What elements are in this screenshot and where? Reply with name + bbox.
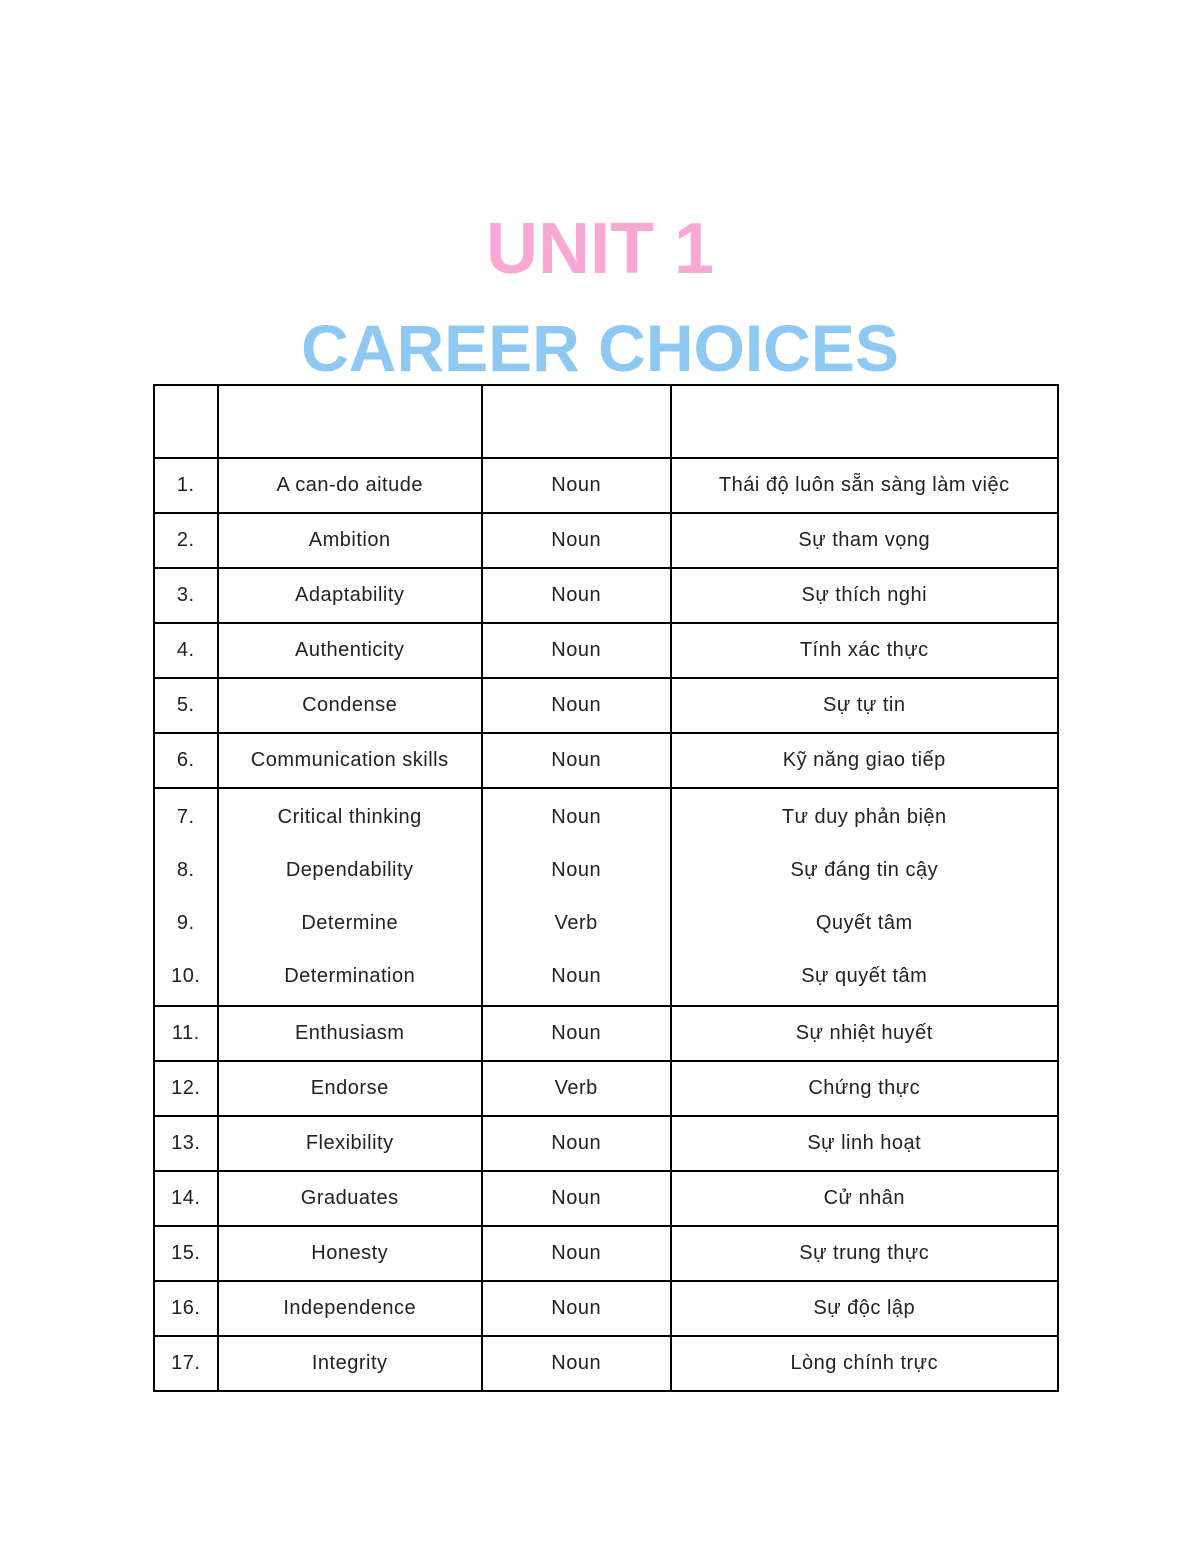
header-cell-word [218,385,482,458]
row-word-type: Noun [482,1281,671,1336]
row-number: 13. [154,1116,218,1171]
row-number: 16. [154,1281,218,1336]
row-word: Dependability [285,859,414,881]
row-word-type: Noun [482,1171,671,1226]
unit-title: UNIT 1 [485,209,715,289]
row-meaning: Tư duy phản biện [781,806,947,828]
row-number: 4. [154,623,218,678]
table-row [154,733,1058,788]
row-word: Authenticity [218,623,482,678]
row-number: 3. [154,568,218,623]
row-meaning: Sự tham vọng [671,513,1058,568]
row-meaning: Quyết tâm [815,912,913,934]
row-meaning: Sự quyết tâm [801,965,928,987]
row-meaning: Chứng thực [671,1061,1058,1116]
row-number: 9. [176,912,195,934]
table-row [154,1171,1058,1226]
row-word-type: Noun [482,458,671,513]
row-number: 8. [176,859,195,881]
row-meaning: Tính xác thực [671,623,1058,678]
row-word-type: Noun [482,1006,671,1061]
row-word-type: Noun [482,733,671,788]
row-meaning: Cử nhân [671,1171,1058,1226]
row-word-type: Verb [482,1061,671,1116]
header-cell-type [482,385,671,458]
row-word-type: Noun [482,1116,671,1171]
group-numbers [154,788,218,1006]
row-word-type: Noun [482,513,671,568]
table-row [154,568,1058,623]
row-word-type: Noun [482,678,671,733]
row-number: 10. [171,965,201,987]
row-word: Condense [218,678,482,733]
topic-title: CAREER CHOICES [301,311,899,385]
table-row [154,1226,1058,1281]
row-word: Adaptability [218,568,482,623]
row-number: 2. [154,513,218,568]
table-row [154,1006,1058,1061]
table-row-group [154,788,1058,1006]
row-word: A can-do aitude [218,458,482,513]
row-meaning: Thái độ luôn sẵn sàng làm việc [671,458,1058,513]
row-number: 11. [154,1006,218,1061]
row-word: Flexibility [218,1116,482,1171]
row-meaning: Sự tự tin [671,678,1058,733]
row-meaning: Sự trung thực [671,1226,1058,1281]
row-word: Ambition [218,513,482,568]
row-meaning: Sự thích nghi [671,568,1058,623]
row-number: 15. [154,1226,218,1281]
row-meaning: Lòng chính trực [671,1336,1058,1391]
table-row [154,513,1058,568]
group-words [218,788,482,1006]
row-word: Critical thinking [277,806,422,828]
vocabulary-table-body [154,385,1058,1391]
row-word-type: Noun [482,623,671,678]
row-number: 12. [154,1061,218,1116]
row-meaning: Sự linh hoạt [671,1116,1058,1171]
row-word: Graduates [218,1171,482,1226]
row-number: 14. [154,1171,218,1226]
row-number: 5. [154,678,218,733]
row-word: Endorse [218,1061,482,1116]
group-meanings [671,788,1058,1006]
table-row [154,458,1058,513]
row-number: 1. [154,458,218,513]
row-word-type: Noun [551,806,602,828]
row-meaning: Sự đáng tin cậy [790,859,939,881]
table-row [154,1336,1058,1391]
row-word-type: Noun [551,965,602,987]
table-row [154,1061,1058,1116]
row-word: Integrity [218,1336,482,1391]
row-word-type: Noun [482,568,671,623]
row-word: Communication skills [218,733,482,788]
header-cell-number [154,385,218,458]
row-meaning: Sự nhiệt huyết [671,1006,1058,1061]
vocabulary-table [153,384,1059,1392]
row-meaning: Kỹ năng giao tiếp [671,733,1058,788]
group-types [482,788,671,1006]
row-word: Determination [284,965,416,987]
row-word-type: Noun [482,1226,671,1281]
table-row [154,1116,1058,1171]
row-word-type: Verb [554,912,598,934]
table-row [154,1281,1058,1336]
row-word-type: Noun [551,859,602,881]
header-cell-meaning [671,385,1058,458]
row-word: Honesty [218,1226,482,1281]
row-word: Determine [301,912,399,934]
row-word-type: Noun [482,1336,671,1391]
row-number: 6. [154,733,218,788]
table-row [154,623,1058,678]
row-word: Enthusiasm [218,1006,482,1061]
table-header-row [154,385,1058,458]
table-row [154,678,1058,733]
row-number: 17. [154,1336,218,1391]
row-number: 7. [176,806,195,828]
row-meaning: Sự độc lập [671,1281,1058,1336]
row-word: Independence [218,1281,482,1336]
